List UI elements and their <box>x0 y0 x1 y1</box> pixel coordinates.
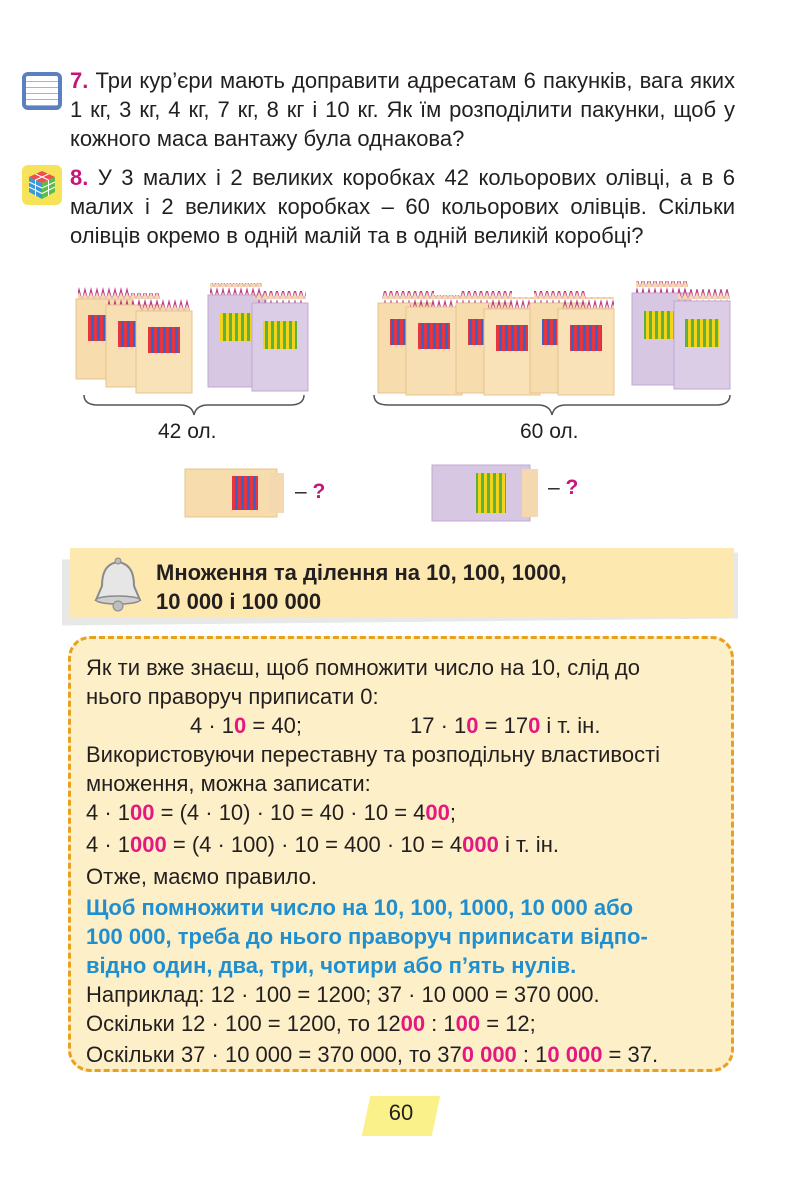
task-7 <box>70 66 735 153</box>
rule-statement-line2: 100 000, треба до нього праворуч приписати відпо- <box>86 924 648 949</box>
rule-use-line1: Використовуючи переставну та розподільну властивості <box>86 742 661 767</box>
rule-use-line2: множення, можна записати: <box>86 771 371 796</box>
single-small-box <box>185 469 284 517</box>
single-big-box <box>432 465 538 521</box>
label-60: 60 ол. <box>520 420 579 443</box>
since-2-part: = 37. <box>602 1042 659 1067</box>
big-box-question <box>548 476 578 500</box>
rule-statement-line3: відно один, два, три, чотири або п’ять нулів. <box>86 953 577 978</box>
rubik-cube-icon <box>22 165 62 205</box>
equation-2 <box>86 830 559 859</box>
since-line-1 <box>86 1009 536 1038</box>
example-2-highlight: 0 <box>466 713 479 738</box>
bell-icon <box>90 556 150 614</box>
equation-1 <box>86 798 456 827</box>
question-mark: ? <box>312 480 326 503</box>
example-1-part: = 40; <box>246 713 302 738</box>
section-title <box>156 558 567 616</box>
label-42: 42 ол. <box>158 420 217 443</box>
rule-intro-line2: нього праворуч приписати 0: <box>86 684 379 709</box>
right-group-boxes <box>378 281 730 395</box>
equation-2-part: = (4 · 100) · 10 = 400 · 10 = 4 <box>166 832 463 857</box>
task-7-number: 7. <box>70 68 89 93</box>
small-box-question-text: – ? <box>295 480 326 503</box>
example-1 <box>190 711 302 740</box>
example-2-part: 17 · 1 <box>410 713 467 738</box>
since-2-part: : 1 <box>516 1042 548 1067</box>
since-1-highlight: 00 <box>400 1011 426 1036</box>
equation-1-part: ; <box>449 800 456 825</box>
task-8-text: У 3 малих і 2 великих коробках 42 кольорових олівці, а в 6 малих і 2 великих коробках – 60 кольорових олівців. Скільки олівців окремо в одній малій та в одній великій коробці? <box>70 165 735 248</box>
since-line-2 <box>86 1040 658 1069</box>
equation-2-part: 4 · 1 <box>86 832 131 857</box>
since-1-part: : 1 <box>425 1011 456 1036</box>
section-title-line2: 10 000 і 100 000 <box>156 589 322 614</box>
equation-2-highlight: 000 <box>462 832 499 857</box>
since-2-highlight: 0 000 <box>461 1042 517 1067</box>
equation-2-highlight: 000 <box>130 832 167 857</box>
pencil-boxes-illustration <box>70 275 740 525</box>
since-1-part: Оскільки 12 · 100 = 1200, то 12 <box>86 1011 401 1036</box>
question-mark: ? <box>565 476 579 499</box>
equation-1-part: = (4 · 10) · 10 = 40 · 10 = 4 <box>154 800 426 825</box>
rule-statement-line1: Щоб помножити число на 10, 100, 1000, 10 000 або <box>86 895 634 920</box>
equation-1-part: 4 · 1 <box>86 800 131 825</box>
example-2-part: і т. ін. <box>540 713 601 738</box>
equation-1-highlight: 00 <box>425 800 450 825</box>
small-box-question <box>295 480 325 504</box>
example-1-part: 4 · 1 <box>190 713 235 738</box>
big-box-question-text: – ? <box>548 476 579 499</box>
since-1-highlight: 00 <box>455 1011 481 1036</box>
notebook-icon <box>22 72 62 110</box>
example-1-highlight: 0 <box>234 713 247 738</box>
left-group-boxes <box>76 283 308 393</box>
task-7-text: Три кур’єри мають доправити адресатам 6 пакунків, вага яких 1 кг, 3 кг, 4 кг, 7 кг, 8 кг і 10 кг. Як їм розподілити пакунки, щоб у кожного маса вантажу була однакова? <box>70 68 735 151</box>
equation-2-part: і т. ін. <box>498 832 559 857</box>
example-2-highlight: 0 <box>528 713 541 738</box>
since-2-highlight: 0 000 <box>547 1042 603 1067</box>
page-number: 60 <box>388 1100 414 1125</box>
rule-example: Наприклад: 12 · 100 = 1200; 37 · 10 000 = 370 000. <box>86 982 600 1007</box>
section-title-line1: Множення та ділення на 10, 100, 1000, <box>156 560 567 585</box>
rule-intro-line1: Як ти вже знаєш, щоб помножити число на 10, слід до <box>86 655 640 680</box>
since-1-part: = 12; <box>480 1011 536 1036</box>
equation-1-highlight: 00 <box>130 800 155 825</box>
example-2-part: = 17 <box>478 713 529 738</box>
task-8 <box>70 163 735 250</box>
example-2 <box>410 711 600 740</box>
since-2-part: Оскільки 37 · 10 000 = 370 000, то 37 <box>86 1042 462 1067</box>
task-8-number: 8. <box>70 165 89 190</box>
rule-therefore: Отже, маємо правило. <box>86 864 317 889</box>
